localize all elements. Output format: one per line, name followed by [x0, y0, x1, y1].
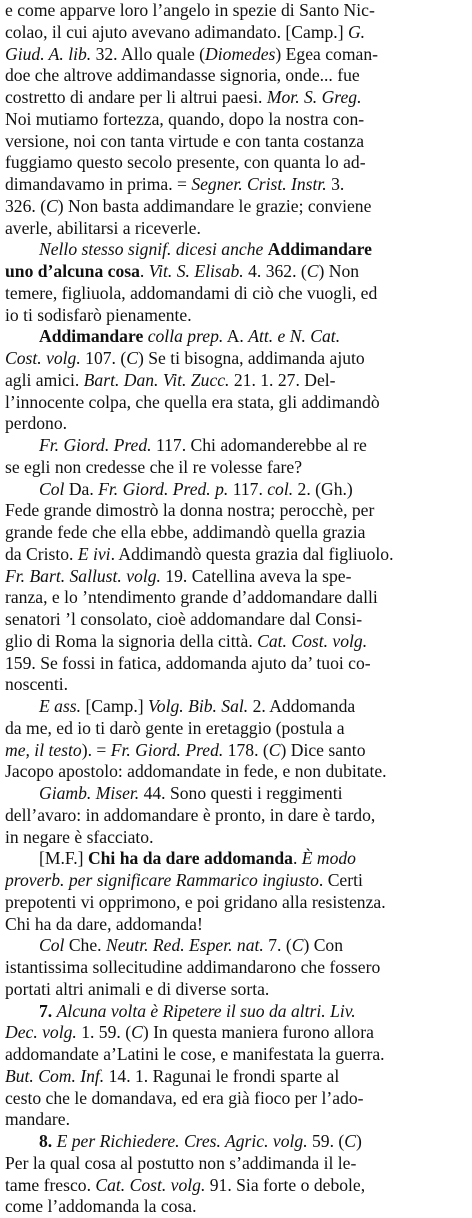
text-line — [5, 544, 467, 566]
text-line — [5, 0, 467, 22]
text-run: ) Con — [303, 935, 344, 956]
text-run: portati altri animali e di diverse sorta. — [5, 978, 270, 999]
text-run: temere, figliuola, addomandami di ciò che vuogli, ed — [5, 282, 378, 303]
text-run: doe che altrove addimandasse signoria, onde... fue — [5, 65, 360, 86]
text-run: 2. Addomanda — [248, 696, 356, 716]
citation-run: col. — [267, 478, 294, 499]
text-line — [5, 674, 467, 696]
text-run: averle, abilitarsi a riceverle. — [5, 217, 201, 238]
text-run: 14. 1. Ragunai le frondi sparte al — [104, 1065, 340, 1086]
text-run: [M.F.] — [39, 848, 88, 869]
citation-run: But. Com. Inf. — [5, 1065, 105, 1086]
citation-run: Dec. volg. — [5, 1022, 77, 1043]
text-run: colao, il cui ajuto avevano adimandato. [Camp.] — [5, 21, 348, 42]
text-run: come l’addomanda la cosa. — [5, 1196, 197, 1217]
citation-run: Bart. Dan. Vit. Zucc. — [83, 369, 230, 390]
text-run: da me, ed io ti darò gente in eretaggio (postula a — [5, 717, 345, 738]
text-run: 107. ( — [80, 348, 127, 368]
text-run: 4. 362. ( — [243, 261, 307, 281]
text-line — [5, 957, 467, 979]
text-run: addomandate a’Latini le cose, e manifestata la guerra. — [5, 1044, 385, 1064]
text-line — [5, 870, 467, 892]
text-line — [5, 218, 467, 240]
text-run: da Cristo. — [5, 543, 78, 564]
citation-run: Giamb. Miser. — [39, 783, 140, 803]
text-run: perdono. — [5, 413, 68, 434]
text-run: A. — [223, 326, 249, 347]
text-run: ) Non basta addimandare le grazie; conviene — [57, 195, 372, 216]
text-run: . Certi — [318, 870, 363, 890]
text-line — [5, 1175, 467, 1197]
text-run: agli amici. — [5, 369, 84, 390]
citation-run: Neutr. Red. Esper. nat. — [105, 935, 264, 956]
text-line — [5, 696, 467, 718]
text-run: . — [292, 848, 302, 869]
citation-run: Fr. Giord. Pred. — [39, 435, 152, 455]
text-run: Che. — [64, 935, 106, 956]
headword-run: Addimandare — [39, 326, 144, 347]
citation-run: Vit. S. Elisab. — [148, 261, 244, 281]
text-run: l’innocente colpa, che quella era stata, gli addimandò — [5, 391, 380, 412]
text-line — [5, 609, 467, 631]
citation-run: E ivi — [77, 543, 111, 564]
text-line — [5, 174, 467, 196]
citation-run: Fr. Giord. Pred. p. — [98, 478, 229, 499]
text-run: Da. — [64, 478, 99, 499]
text-line — [5, 1131, 467, 1153]
text-line — [5, 1066, 467, 1088]
text-line — [5, 479, 467, 501]
text-line — [5, 587, 467, 609]
text-run: 21. 1. 27. Del- — [229, 369, 336, 390]
text-run: 117. Chi adomanderebbe al re — [151, 435, 367, 455]
text-run: ) Non — [318, 261, 360, 281]
headword-run: 7. — [39, 1000, 53, 1021]
text-line — [5, 1153, 467, 1175]
text-line — [5, 827, 467, 849]
text-line — [5, 914, 467, 936]
text-run: Jacopo apostolo: addomandate in fede, e non dubitate. — [5, 761, 387, 782]
text-line — [5, 892, 467, 914]
text-line — [5, 435, 467, 457]
text-run: 7. ( — [263, 935, 292, 956]
text-line — [5, 392, 467, 414]
citation-run: Giud. A. lib. — [5, 43, 92, 64]
text-run: 91. Sia forte o debole, — [205, 1174, 366, 1195]
citation-run: me, il testo — [5, 739, 82, 760]
text-run: 19. Catellina aveva la spe- — [160, 565, 352, 586]
citation-run: Alcuna volta è Ripetere il suo da altri. Liv. — [56, 1000, 356, 1021]
text-line — [5, 1088, 467, 1110]
text-run: tame fresco. — [5, 1174, 96, 1195]
text-run: dimandavamo in prima. = — [5, 174, 192, 194]
text-run: dell’avaro: in addomandare è pronto, in dare è tardo, — [5, 804, 376, 825]
text-run: cesto che le domandava, ed era già fioco per l’ado- — [5, 1087, 364, 1108]
headword-run: Chi ha da dare addomanda — [87, 848, 293, 869]
text-line — [5, 935, 467, 957]
text-run: [Camp.] — [81, 696, 148, 716]
text-line — [5, 109, 467, 131]
text-run: ) Dice santo — [280, 739, 366, 760]
text-run: 117. — [228, 478, 268, 499]
text-run: ranza, e lo ’ntendimento grande d’addomandare dalli — [5, 587, 378, 608]
text-run: prepotenti vi opprimono, e poi gridano alla resistenza. — [5, 891, 386, 912]
text-line — [5, 413, 467, 435]
citation-run: proverb. per significare Rammarico ingiusto — [5, 870, 319, 890]
citation-run: C — [306, 261, 319, 281]
citation-run: C — [46, 195, 58, 216]
text-line — [5, 761, 467, 783]
citation-run: Col — [39, 935, 65, 956]
text-line — [5, 196, 467, 218]
text-line — [5, 805, 467, 827]
citation-run: E ass. — [39, 696, 82, 716]
citation-run: Nello stesso signif. dicesi anche — [39, 239, 268, 260]
citation-run: C — [291, 935, 304, 956]
text-run: glio di Roma la signoria della città. — [5, 630, 258, 651]
text-run: 44. Sono questi i reggimenti — [139, 783, 343, 803]
text-run: io ti sodisfarò pienamente. — [5, 304, 192, 325]
citation-run: C — [268, 739, 281, 760]
text-line — [5, 653, 467, 675]
text-line — [5, 370, 467, 392]
text-run: senatori ’l consolato, cioè addomandare dal Consi- — [5, 609, 363, 629]
text-line — [5, 783, 467, 805]
text-line — [5, 65, 467, 87]
text-line — [5, 152, 467, 174]
text-run: mandare. — [5, 1109, 70, 1130]
text-line — [5, 979, 467, 1001]
text-line — [5, 261, 467, 283]
text-line — [5, 131, 467, 153]
text-line — [5, 239, 467, 261]
text-line — [5, 87, 467, 109]
text-run: e come apparve loro l’angelo in spezie di Santo Nic- — [5, 0, 375, 20]
text-run: Fede grande dimostrò la donna nostra; perocchè, per — [5, 500, 375, 521]
text-line — [5, 283, 467, 305]
text-run: . — [139, 261, 149, 281]
text-line — [5, 326, 467, 348]
text-line — [5, 348, 467, 370]
citation-run: Att. e N. Cat. — [248, 326, 341, 347]
citation-run: Mor. S. Greg. — [266, 87, 362, 107]
text-run: 2. (Gh.) — [293, 478, 353, 499]
citation-run: Col — [39, 478, 65, 499]
text-run: grande fede che ella ebbe, addimandò quella grazia — [5, 522, 366, 542]
text-run: in negare è sfacciato. — [5, 826, 154, 847]
text-line — [5, 1001, 467, 1023]
text-run: 3. — [326, 174, 345, 194]
text-line — [5, 500, 467, 522]
text-run: 59. ( — [307, 1131, 345, 1151]
citation-run: È modo — [301, 848, 356, 869]
text-line — [5, 22, 467, 44]
text-run: 326. ( — [5, 195, 47, 216]
headword-run: uno d’alcuna cosa — [5, 261, 140, 281]
citation-run: Cost. volg. — [5, 348, 81, 368]
text-run: . Addimandò questa grazia dal figliuolo. — [110, 543, 394, 564]
text-run: 1. 59. ( — [76, 1022, 132, 1043]
text-run: ) Egea coman- — [275, 43, 378, 64]
text-run: 178. ( — [223, 739, 269, 760]
text-run: fuggiamo questo secolo presente, con quanta lo ad- — [5, 152, 366, 173]
text-line — [5, 1022, 467, 1044]
text-run: costretto di andare per li altrui paesi. — [5, 87, 267, 107]
citation-run: Diomedes — [205, 43, 276, 64]
citation-run: Fr. Giord. Pred. — [110, 739, 224, 760]
text-line — [5, 305, 467, 327]
text-line — [5, 44, 467, 66]
text-line — [5, 1044, 467, 1066]
citation-run: Segner. Crist. Instr. — [191, 174, 327, 194]
text-line — [5, 566, 467, 588]
text-line — [5, 718, 467, 740]
text-line — [5, 740, 467, 762]
text-run: Noi mutiamo fortezza, quando, dopo la nostra con- — [5, 108, 365, 129]
text-line — [5, 1196, 467, 1218]
headword-run: 8. — [39, 1131, 53, 1151]
text-run: 159. Se fossi in fatica, addomanda ajuto da’ tuoi co- — [5, 652, 371, 673]
citation-run: C — [131, 1022, 143, 1043]
citation-run: colla prep. — [147, 326, 224, 347]
text-run: ). = — [81, 739, 111, 760]
text-line — [5, 1109, 467, 1131]
citation-run: E per Richiedere. Cres. Agric. volg. — [56, 1131, 308, 1151]
citation-run: Fr. Bart. Sallust. volg. — [5, 565, 161, 586]
citation-run: C — [126, 348, 138, 368]
text-run: se egli non credesse che il re volesse fare? — [5, 456, 302, 477]
text-line — [5, 457, 467, 479]
text-run: versione, noi con tanta virtude e con tanta costanza — [5, 130, 365, 151]
text-run: ) In questa maniera furono allora — [142, 1022, 374, 1043]
text-line — [5, 848, 467, 870]
text-run: Per la qual cosa al postutto non s’addimanda il le- — [5, 1152, 357, 1173]
text-run: 32. Allo quale ( — [91, 43, 206, 64]
text-line — [5, 631, 467, 653]
text-run: ) Se ti bisogna, addimanda ajuto — [137, 348, 365, 368]
citation-run: C — [344, 1131, 356, 1151]
citation-run: G. — [347, 21, 366, 42]
citation-run: Cat. Cost. volg. — [257, 630, 368, 651]
citation-run: Volg. Bib. Sal. — [148, 696, 249, 716]
text-line — [5, 522, 467, 544]
text-run: ) — [356, 1131, 362, 1151]
headword-run: Addimandare — [267, 239, 372, 260]
text-run: noscenti. — [5, 674, 69, 695]
citation-run: Cat. Cost. volg. — [95, 1174, 206, 1195]
text-run: istantissima sollecitudine addimandarono che fossero — [5, 957, 381, 977]
text-run: Chi ha da dare, addomanda! — [5, 913, 203, 934]
